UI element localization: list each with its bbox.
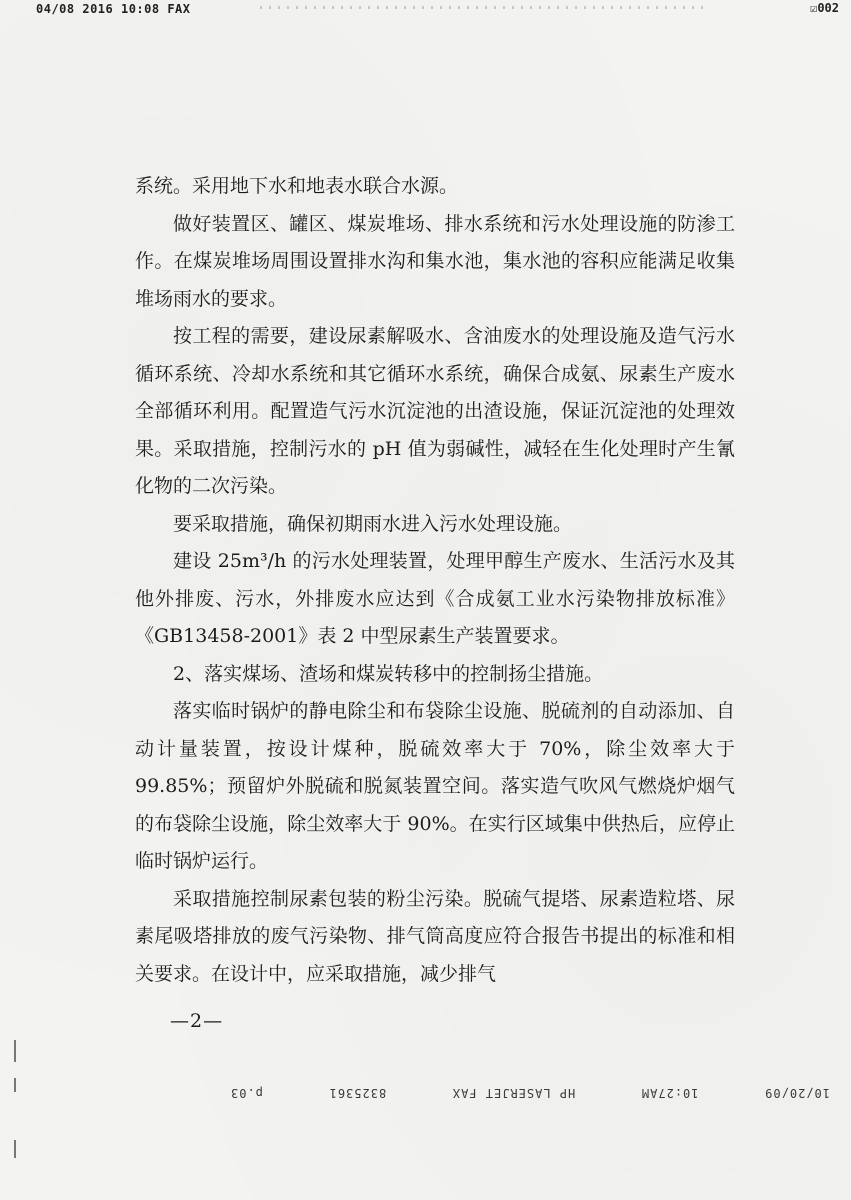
paragraph-6: 落实临时锅炉的静电除尘和布袋除尘设施、脱硫剂的自动添加、自动计量装置，按设计煤种，脱硫效率大于 70%，除尘效率大于 99.85%；预留炉外脱硫和脱氮装置空间。落实造气吹风气燃烧炉烟气的布袋除尘设施，除尘效率大于 90%。在实行区域集中供热后，应停止临时锅炉运行。 bbox=[135, 700, 735, 872]
paragraph-2: 做好装置区、罐区、煤炭堆场、排水系统和污水处理设施的防渗工作。在煤炭堆场周围设置排水沟和集水池，集水池的容积应能满足收集堆场雨水的要求。 bbox=[135, 212, 735, 310]
fax-footer-device: HP LASERJET FAX bbox=[451, 1086, 576, 1100]
paragraph-7: 采取措施控制尿素包装的粉尘污染。脱硫气提塔、尿素造粒塔、尿素尾吸塔排放的废气污染物、排气筒高度应符合报告书提出的标准和相关要求。在设计中，应采取措施，减少排气 bbox=[135, 887, 735, 985]
document-body bbox=[135, 168, 735, 993]
fax-footer-time: 10:27AM bbox=[640, 1086, 699, 1100]
page-number: —2— bbox=[170, 1010, 224, 1032]
paragraph-1: 系统。采用地下水和地表水联合水源。 bbox=[135, 175, 459, 197]
scan-artifact bbox=[14, 1140, 16, 1158]
fax-footer-page: p.03 bbox=[230, 1086, 263, 1100]
scan-artifact bbox=[14, 1040, 16, 1062]
fax-footer-date: 10/20/09 bbox=[764, 1086, 830, 1100]
scan-artifact bbox=[14, 1078, 16, 1092]
section-heading-2: 2、落实煤场、渣场和煤炭转移中的控制扬尘措施。 bbox=[173, 662, 604, 685]
paragraph-3: 按工程的需要，建设尿素解吸水、含油废水的处理设施及造气污水循环系统、冷却水系统和其它循环水系统，确保合成氨、尿素生产废水全部循环利用。配置造气污水沉淀池的出渣设施，保证沉淀池的处理效果。采取措施，控制污水的 pH 值为弱碱性，减轻在生化处理时产生氰化物的二次污染。 bbox=[135, 325, 735, 497]
fax-noise-line bbox=[260, 6, 710, 9]
fax-footer bbox=[230, 1086, 830, 1100]
fax-footer-number: 8325361 bbox=[328, 1086, 387, 1100]
paragraph-5: 建设 25m³/h 的污水处理装置，处理甲醇生产废水、生活污水及其他外排废、污水，外排废水应达到《合成氨工业水污染物排放标准》《GB13458-2001》表 2 中型尿素生产装置要求。 bbox=[135, 550, 735, 647]
fax-page-counter: ☑002 bbox=[810, 1, 839, 15]
fax-header bbox=[0, 0, 851, 16]
fax-header-timestamp: 04/08 2016 10:08 FAX bbox=[36, 2, 191, 16]
paragraph-4: 要采取措施，确保初期雨水进入污水处理设施。 bbox=[173, 512, 573, 535]
